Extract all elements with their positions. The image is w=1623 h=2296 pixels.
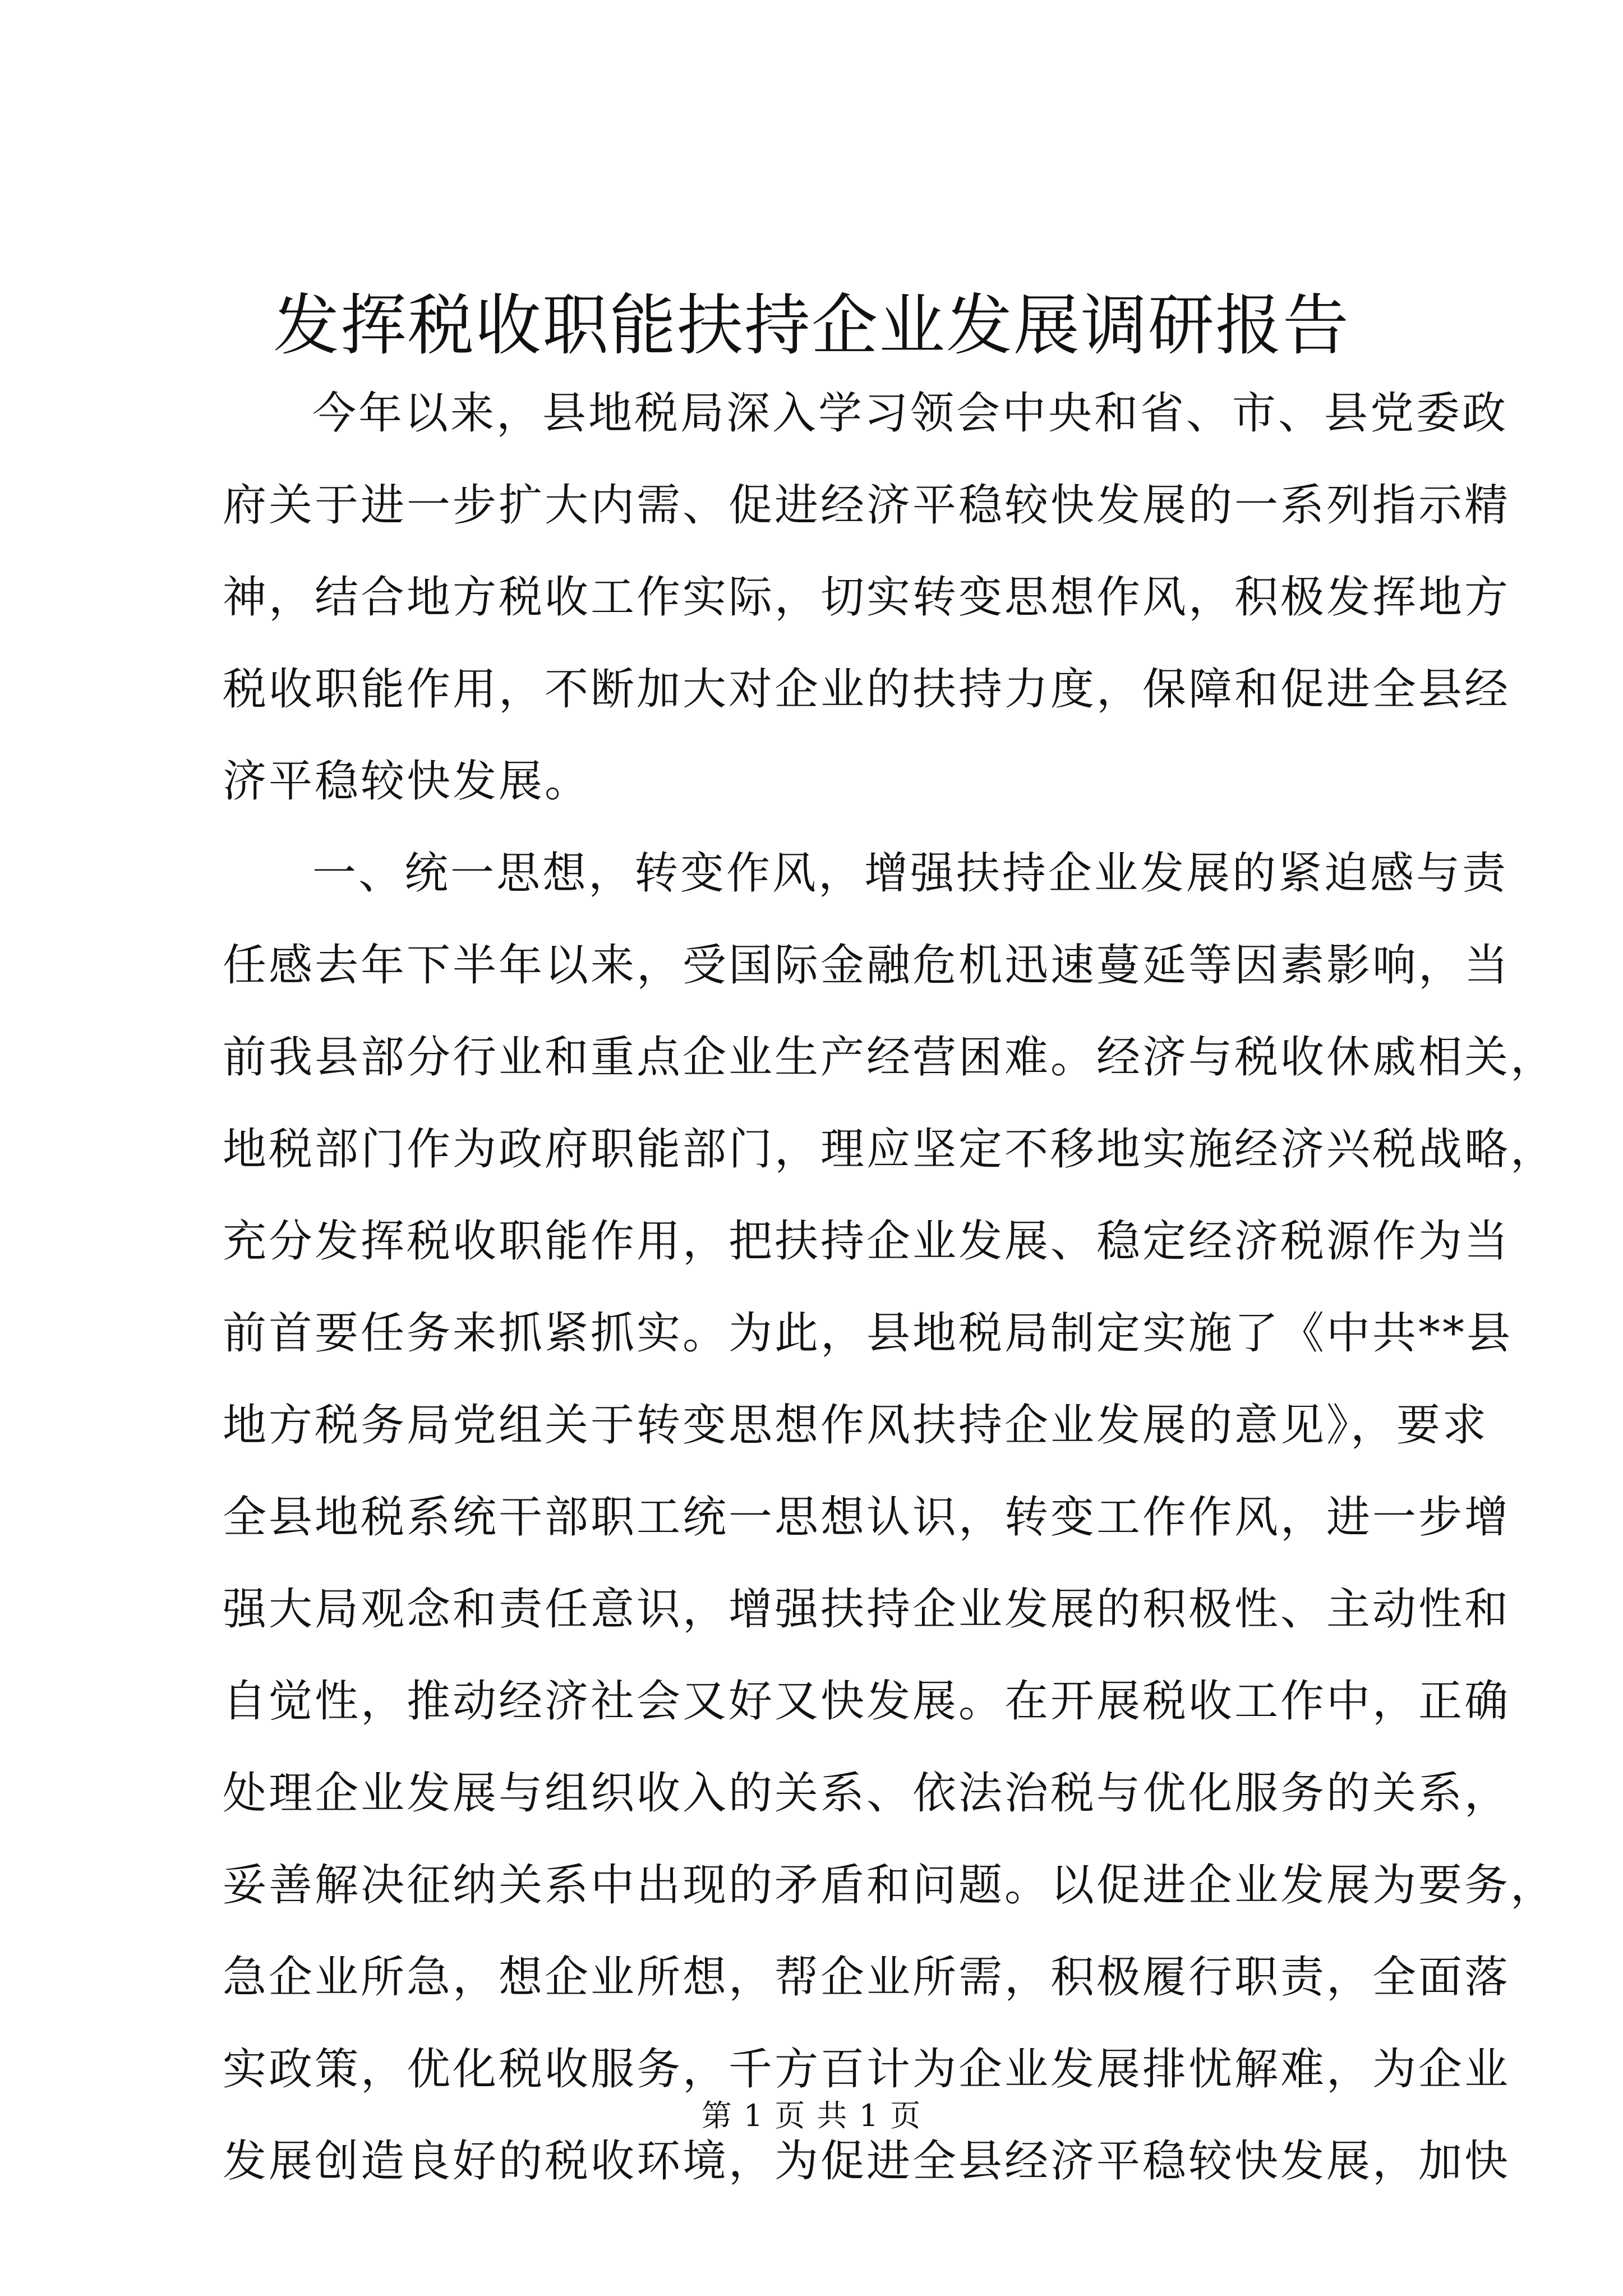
paragraph-1-line-1: 今年以来，县地税局深入学习领会中央和省、市、县党委政 [312,388,1509,439]
paragraph-2-line-15: 发展创造良好的税收环境，为促进全县经济平稳较快发展，加快 [223,2136,1511,2187]
paragraph-2-line-12: 妥善解决征纳关系中出现的矛盾和问题。以促进企业发展为要务， [223,1860,1557,1911]
paragraph-1-line-2: 府关于进一步扩大内需、促进经济平稳较快发展的一系列指示精 [223,480,1511,531]
document-title: 发挥税收职能扶持企业发展调研报告 [273,287,1350,364]
paragraph-1-line-4: 税收职能作用，不断加大对企业的扶持力度，保障和促进全县经 [223,664,1511,715]
paragraph-2-line-11: 处理企业发展与组织收入的关系、依法治税与优化服务的关系， [223,1768,1511,1819]
paragraph-2-line-7: 地方税务局党组关于转变思想作风扶持企业发展的意见》，要求 [223,1400,1489,1451]
paragraph-1-line-3: 神，结合地方税收工作实际，切实转变思想作风，积极发挥地方 [223,572,1511,623]
paragraph-2-line-6: 前首要任务来抓紧抓实。为此，县地税局制定实施了《中共**县 [223,1308,1513,1359]
paragraph-2-line-1: 一、统一思想，转变作风，增强扶持企业发展的紧迫感与责 [312,848,1509,899]
paragraph-2-line-9: 强大局观念和责任意识，增强扶持企业发展的积极性、主动性和 [223,1584,1511,1635]
paragraph-1-line-5: 济平稳较快发展。 [223,756,591,807]
paragraph-2-line-3: 前我县部分行业和重点企业生产经营困难。经济与税收休戚相关， [223,1032,1557,1083]
document-body [223,367,1557,2207]
paragraph-2-line-8: 全县地税系统干部职工统一思想认识，转变工作作风，进一步增 [223,1492,1511,1543]
paragraph-2-line-2: 任感去年下半年以来，受国际金融危机迅速蔓延等因素影响，当 [223,940,1511,991]
page-number-footer: 第 1 页 共 1 页 [701,2098,922,2133]
paragraph-2-line-5: 充分发挥税收职能作用，把扶持企业发展、稳定经济税源作为当 [223,1216,1511,1267]
paragraph-2-line-10: 自觉性，推动经济社会又好又快发展。在开展税收工作中，正确 [223,1676,1511,1727]
paragraph-2-line-4: 地税部门作为政府职能部门，理应坚定不移地实施经济兴税战略， [223,1124,1557,1175]
paragraph-2-line-14: 实政策，优化税收服务，千方百计为企业发展排忧解难，为企业 [223,2044,1511,2095]
paragraph-2-line-13: 急企业所急，想企业所想，帮企业所需，积极履行职责，全面落 [223,1952,1511,2003]
